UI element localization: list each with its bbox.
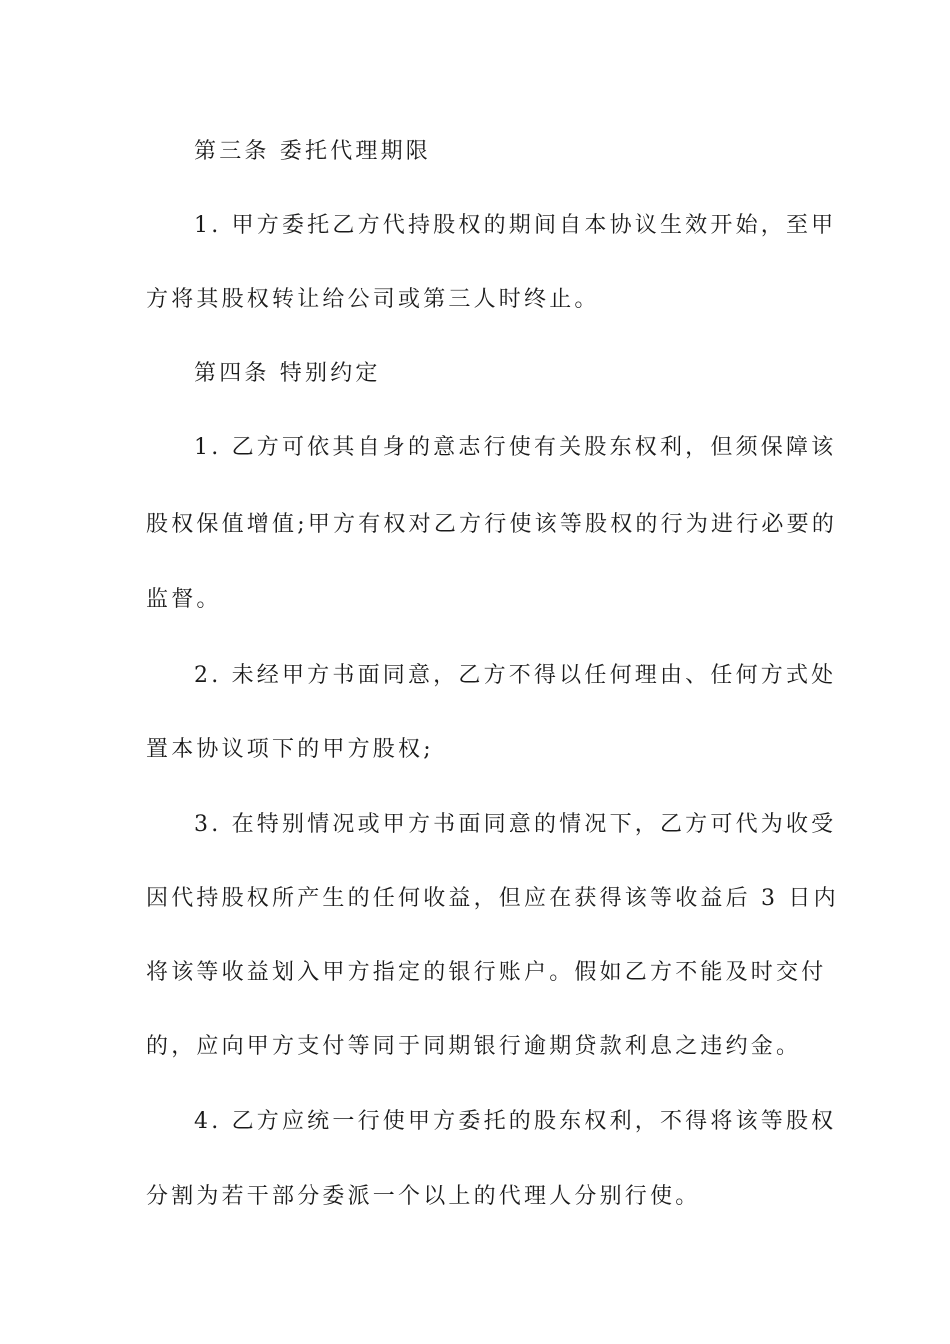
article-4-clause-1-line-1: 1. 乙方可依其自身的意志行使有关股东权利，但须保障该 [194, 435, 837, 460]
article-4-clause-3-line-1: 3. 在特别情况或甲方书面同意的情况下，乙方可代为收受 [194, 812, 837, 837]
article-4-clause-3-line-2: 因代持股权所产生的任何收益，但应在获得该等收益后 3 日内 [146, 886, 839, 911]
article-4-clause-4-line-2: 分割为若干部分委派一个以上的代理人分别行使。 [146, 1184, 701, 1209]
article-4-clause-2-line-1: 2. 未经甲方书面同意，乙方不得以任何理由、任何方式处 [194, 663, 837, 688]
article-4-clause-3-line-3: 将该等收益划入甲方指定的银行账户。假如乙方不能及时交付 [146, 960, 827, 985]
article-3-clause-1-line-1: 1. 甲方委托乙方代持股权的期间自本协议生效开始，至甲 [194, 213, 837, 238]
article-3-clause-1-line-2: 方将其股权转让给公司或第三人时终止。 [146, 287, 600, 312]
article-3-heading: 第三条 委托代理期限 [194, 139, 431, 164]
article-4-clause-1-line-2: 股权保值增值;甲方有权对乙方行使该等股权的行为进行必要的 [146, 512, 838, 537]
article-4-clause-3-line-4: 的，应向甲方支付等同于同期银行逾期贷款利息之违约金。 [146, 1034, 802, 1059]
article-4-clause-4-line-1: 4. 乙方应统一行使甲方委托的股东权利，不得将该等股权 [194, 1109, 837, 1134]
article-4-heading: 第四条 特别约定 [194, 361, 381, 386]
article-4-clause-1-line-3: 监督。 [146, 587, 222, 612]
article-4-clause-2-line-2: 置本协议项下的甲方股权; [146, 737, 434, 762]
